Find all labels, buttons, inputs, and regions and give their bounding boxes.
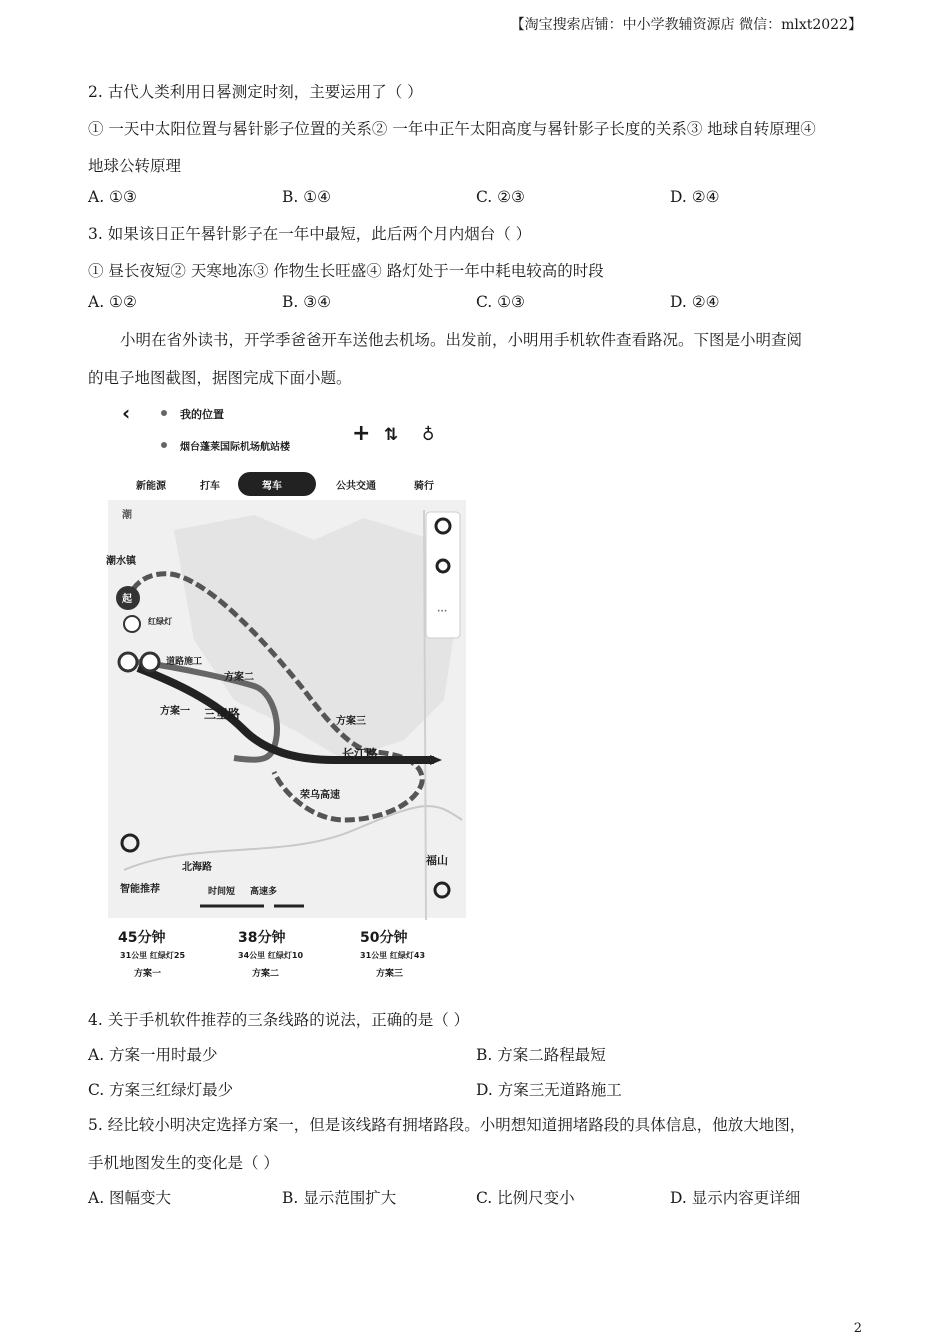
q5-stem-line2: 手机地图发生的变化是（ ）: [88, 1154, 279, 1172]
route-label-plan-2: 方案二: [224, 672, 254, 683]
map-edge-label: 潮: [122, 510, 132, 521]
q4-stem: 4. 关于手机软件推荐的三条线路的说法，正确的是（ ）: [88, 1011, 470, 1029]
q2-option-b[interactable]: B. ①④: [282, 188, 332, 206]
q4-option-c[interactable]: C. 方案三红绿灯最少: [88, 1081, 234, 1099]
plan-1-name: 方案一: [134, 969, 162, 979]
tab-taxi[interactable]: 打车: [200, 481, 220, 492]
back-chevron-icon[interactable]: ‹: [122, 401, 131, 425]
waypoint-icon: [124, 616, 140, 632]
navigation-map-figure: [104, 400, 468, 990]
passage-line1: 小明在省外读书，开学季爸爸开车送他去机场。出发前，小明用手机软件查看路况。下图是小明查阅: [120, 331, 803, 349]
plan-3-time: 50分钟: [360, 930, 408, 946]
q2-option-c[interactable]: C. ②③: [476, 188, 525, 206]
map-destination-text[interactable]: 烟台蓬莱国际机场航站楼: [180, 442, 290, 453]
q5-option-a[interactable]: A. 图幅变大: [88, 1189, 172, 1207]
traffic-light-label: 红绿灯: [148, 617, 172, 626]
swap-route-icon[interactable]: ⇅: [384, 425, 399, 445]
road-label-3: 荣乌高速: [300, 790, 340, 801]
plan-2-detail: 34公里 红绿灯10: [238, 951, 304, 960]
plan-3-detail: 31公里 红绿灯43: [360, 951, 426, 960]
q3-option-a[interactable]: A. ①②: [88, 293, 137, 311]
destination-dot-icon: [161, 442, 167, 448]
plan-3-name: 方案三: [376, 969, 404, 979]
page-header: 【淘宝搜索店铺：中小学教辅资源店 微信：mlxt2022】: [510, 17, 862, 33]
map-my-location-text[interactable]: 我的位置: [180, 408, 224, 421]
q4-option-b[interactable]: B. 方案二路程最短: [476, 1046, 606, 1064]
passage-line2: 的电子地图截图，据图完成下面小题。: [88, 369, 352, 387]
plan-1-detail: 31公里 红绿灯25: [120, 951, 186, 960]
route-label-plan-3: 方案三: [336, 716, 366, 727]
q2-statement-line2: 地球公转原理: [88, 157, 182, 175]
smart-recommend-label[interactable]: 智能推荐: [120, 884, 160, 895]
traffic-light-marker-icon: [119, 653, 137, 671]
map-place-top: 潮水镇: [106, 556, 136, 567]
road-label-2: 长江路: [342, 747, 379, 761]
tab-new-energy[interactable]: 新能源: [136, 481, 166, 492]
plan-card-1[interactable]: [118, 929, 185, 979]
q3-stem: 3. 如果该日正午晷针影子在一年中最短，此后两个月内烟台（ ）: [88, 225, 532, 243]
tab-drive[interactable]: 驾车: [262, 481, 282, 492]
filter-chip-2[interactable]: 高速多: [250, 887, 278, 897]
add-waypoint-icon[interactable]: +: [352, 421, 371, 446]
filter-chip-1[interactable]: 时间短: [208, 887, 236, 897]
tab-cycle[interactable]: 骑行: [414, 481, 434, 492]
q5-option-b[interactable]: B. 显示范围扩大: [282, 1189, 397, 1207]
map-svg: [104, 400, 468, 990]
road-label-1: 三里路: [204, 707, 241, 721]
plan-1-time: 45分钟: [118, 930, 166, 946]
construction-label: 道路施工: [166, 657, 203, 667]
q4-option-a[interactable]: A. 方案一用时最少: [88, 1046, 218, 1064]
more-icon[interactable]: ···: [437, 607, 448, 617]
q3-option-b[interactable]: B. ③④: [282, 293, 332, 311]
page-number: 2: [853, 1321, 862, 1336]
q2-stem: 2. 古代人类利用日晷测定时刻，主要运用了（ ）: [88, 83, 423, 101]
plan-2-time: 38分钟: [238, 930, 286, 946]
q2-option-a[interactable]: A. ①③: [88, 188, 137, 206]
q2-statement-line1: ① 一天中太阳位置与晷针影子位置的关系② 一年中正午太阳高度与晷针影子长度的关系③ 地球自转原理④: [88, 120, 816, 138]
q3-option-c[interactable]: C. ①③: [476, 293, 525, 311]
tab-public-transit[interactable]: 公共交通: [336, 481, 376, 492]
q4-option-d[interactable]: D. 方案三无道路施工: [476, 1081, 622, 1099]
map-place-bottom: 北海路: [182, 862, 212, 873]
plan-card-2[interactable]: [238, 929, 303, 979]
plan-card-3[interactable]: [360, 929, 425, 979]
q5-option-c[interactable]: C. 比例尺变小: [476, 1189, 575, 1207]
route-label-plan-1: 方案一: [160, 706, 190, 717]
map-side-panel: [426, 512, 460, 638]
q3-option-d[interactable]: D. ②④: [670, 293, 720, 311]
my-location-dot-icon: [161, 410, 167, 416]
q5-option-d[interactable]: D. 显示内容更详细: [670, 1189, 801, 1207]
q5-stem: 5. 经比较小明决定选择方案一，但是该线路有拥堵路段。小明想知道拥堵路段的具体信息，他放大地图，: [88, 1116, 806, 1134]
construction-marker-icon: [141, 653, 159, 671]
map-place-right: 福山: [426, 854, 448, 867]
q3-statement-line1: ① 昼长夜短② 天寒地冻③ 作物生长旺盛④ 路灯处于一年中耗电较高的时段: [88, 262, 604, 280]
voice-icon[interactable]: ♁: [422, 425, 435, 445]
start-marker-glyph: 起: [122, 594, 132, 605]
q2-option-d[interactable]: D. ②④: [670, 188, 720, 206]
plan-2-name: 方案二: [252, 969, 280, 979]
